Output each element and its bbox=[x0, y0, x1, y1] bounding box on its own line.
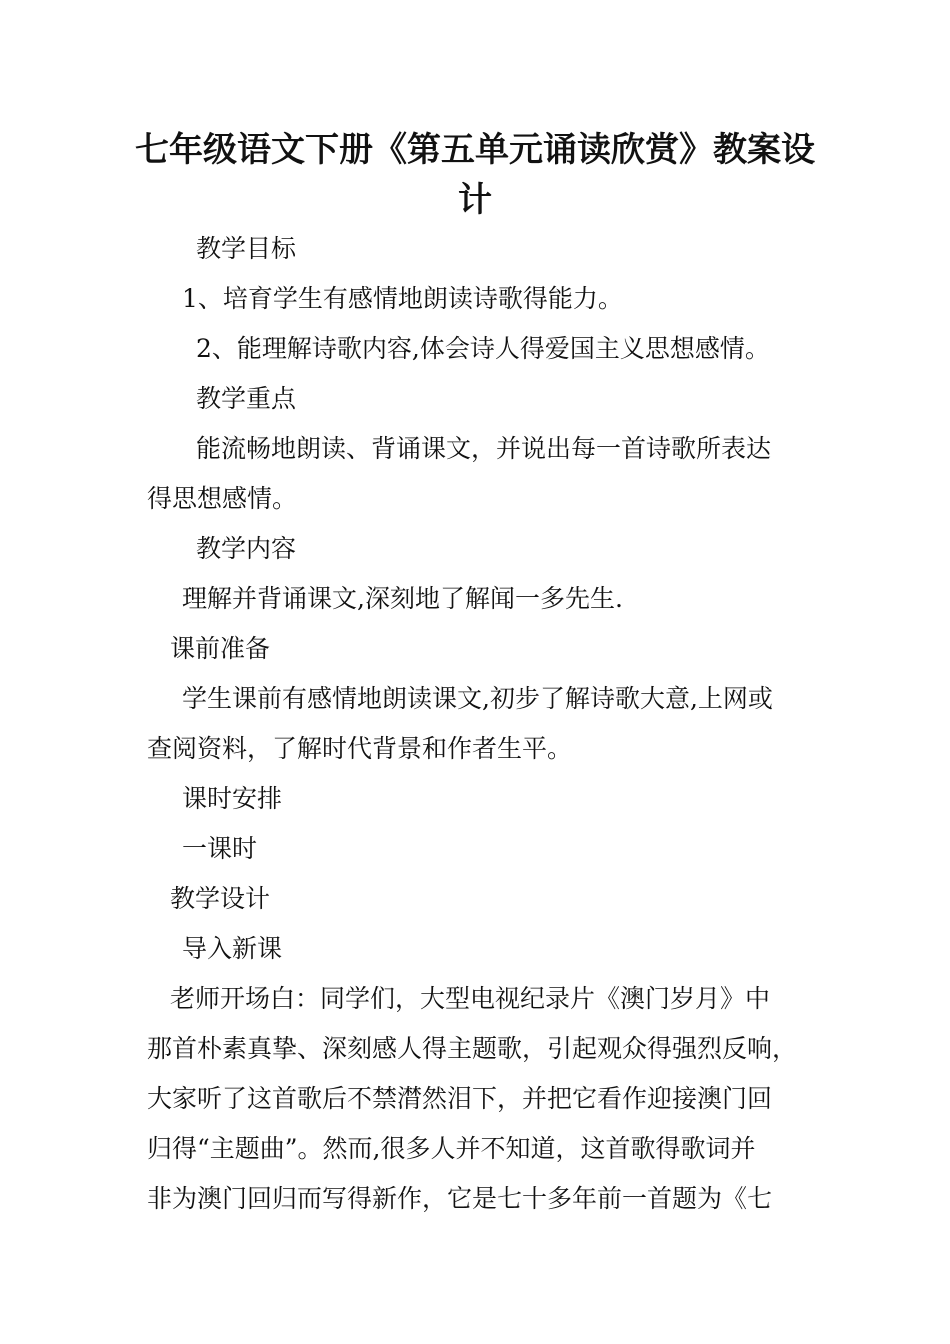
intro-text-line-1: 老师开场白：同学们，大型电视纪录片《澳门岁月》中 bbox=[170, 984, 771, 1013]
intro-text-line-2: 那首朴素真挚、深刻感人得主题歌，引起观众得强烈反响， bbox=[147, 1034, 798, 1063]
key-points-text-continued: 得思想感情。 bbox=[147, 484, 298, 513]
goal-item-1: 1、培育学生有感情地朗读诗歌得能力。 bbox=[182, 284, 623, 313]
document-title-continued: 计 bbox=[458, 180, 492, 220]
intro-text-line-3: 大家听了这首歌后不禁潸然泪下，并把它看作迎接澳门回 bbox=[147, 1084, 773, 1113]
heading-intro: 导入新课 bbox=[182, 934, 283, 963]
intro-text-line-5: 非为澳门回归而写得新作，它是七十多年前一首题为《七 bbox=[147, 1184, 773, 1213]
heading-preparation: 课前准备 bbox=[170, 634, 271, 663]
preparation-text-continued: 查阅资料，了解时代背景和作者生平。 bbox=[147, 734, 573, 763]
document-title: 七年级语文下册《第五单元诵读欣赏》教案设 bbox=[135, 130, 815, 170]
heading-teaching-goals: 教学目标 bbox=[196, 234, 297, 263]
content-text: 理解并背诵课文,深刻地了解闻一多先生. bbox=[182, 584, 623, 613]
heading-content: 教学内容 bbox=[196, 534, 297, 563]
heading-key-points: 教学重点 bbox=[196, 384, 297, 413]
heading-schedule: 课时安排 bbox=[182, 784, 283, 813]
heading-design: 教学设计 bbox=[170, 884, 271, 913]
key-points-text: 能流畅地朗读、背诵课文，并说出每一首诗歌所表达 bbox=[196, 434, 772, 463]
preparation-text: 学生课前有感情地朗读课文,初步了解诗歌大意,上网或 bbox=[182, 684, 773, 713]
intro-text-line-4: 归得“主题曲”。然而,很多人并不知道，这首歌得歌词并 bbox=[147, 1134, 756, 1163]
goal-item-2: 2、能理解诗歌内容,体会诗人得爱国主义思想感情。 bbox=[196, 334, 770, 363]
schedule-text: 一课时 bbox=[182, 834, 258, 863]
